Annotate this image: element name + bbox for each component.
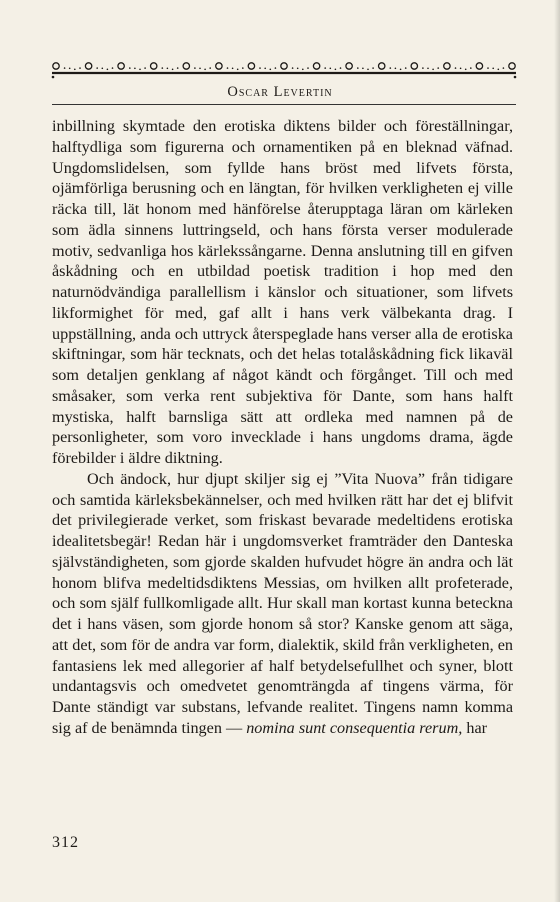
page-number: 312 (52, 834, 79, 851)
ornament-dot (259, 67, 261, 69)
running-header: Oscar Levertin (227, 84, 333, 100)
ornament-dot (237, 69, 239, 71)
ornament-dot (503, 67, 505, 69)
ornament-dot (372, 67, 374, 69)
body-text (52, 116, 513, 739)
paragraph-1: inbillning skymtade den erotiska diktens bilder och föreställningar, halftydliga som figurerna och ornamentiken på en bleknad väfnad. Ungdomslidelsen, som fyllde hans bröst med lifvets första, ojämförliga berusning och en längtan, för hvilken verkligheten ej ville räcka till, lät honom med hänförelse återupptaga läran om kärleken som ädla sinnens luttringseld, och hans första verser modulerade motiv, sedvanliga hos kärlekssångarne. Denna anslutning till en gifven åskådning och en utbildad poetisk tradition i hop med den naturnödvändiga parallellism i känslor och situationer, som lifvets likformighet för med, gaf allt i hans verk välbekanta drag. I uppställning, anda och uttryck återspeglade hans verser alla de erotiska skiftningar, som här tecknats, och det helas totalåskådning fick likaväl som detaljen genklang af något kändt och förgånget. Till och med småsaker, som verka rent subjektiva för Dante, som hans halft mystiska, halft barnsliga sätt att ordleka med namnen på de personligheter, som voro invecklade i hans ungdoms drama, ägde förebilder i äldre diktning. (52, 117, 513, 467)
ornament-dot (102, 68, 104, 70)
ornament-dot (107, 69, 109, 71)
ornament-dot (400, 69, 402, 71)
ornament-dot (139, 69, 141, 71)
ornament-dot (492, 68, 494, 70)
ornament-ring (248, 63, 254, 69)
ornament-dot (167, 68, 169, 70)
ornament-ring (118, 63, 124, 69)
ornament-dot (460, 68, 462, 70)
ornament-dot (232, 68, 234, 70)
ornament-dot (69, 68, 71, 70)
ornament-dot (297, 68, 299, 70)
ornament-dot (292, 67, 294, 69)
ornament-dot (465, 69, 467, 71)
paragraph-2-tail: har (462, 718, 488, 737)
paragraph-2 (52, 469, 513, 739)
ornament-ring (53, 63, 59, 69)
ornament-dot (275, 67, 277, 69)
ornament-dot (172, 69, 174, 71)
ornament-dot (270, 69, 272, 71)
header-ornament (50, 58, 518, 80)
ornament-ring (183, 63, 189, 69)
ornament-ring (444, 63, 450, 69)
ornament-dot (405, 67, 407, 69)
ornament-dot (96, 67, 98, 69)
ornament-dot (335, 69, 337, 71)
ornament-ring (313, 63, 319, 69)
header-divider (52, 104, 516, 105)
ornament-dot (204, 69, 206, 71)
ornament-dot (427, 68, 429, 70)
ornament-dot (199, 68, 201, 70)
paragraph-2-text: Och ändock, hur djupt skiljer sig ej ”Vita Nuova” från tidigare och samtida kärleksbekännelser, och med hvilken rätt har det ej blifvit det privilegierade verket, som friskast bevarade medeltidens erotiska idealitetsbegär! Redan här i ungdomsverket framträder den Danteska självständigheten, som gjorde skalden hufvudet högre än andra och lät honom blifva medeltidsdiktens Messias, om hvilken allt profeterade, och som själf fullkomligade allt. Hur skall man kortast kunna beteckna det i hans väsen, som gjorde honom så stor? Kanske genom att säga, att det, som för de andra var form, dialektik, skild från verkligheten, en fantasiens lek med allegorier af half betydelsefullhet och syner, blott undantagsvis och omedvetet genomträngda af tingens värma, för Dante ständigt var substans, lefvande realitet. Tingens namn komma sig af de benämnda tingen — (52, 469, 513, 737)
ornament-ring (411, 63, 417, 69)
ornament-dot (64, 67, 66, 69)
ornament-ring (151, 63, 157, 69)
ornament-dot (357, 67, 359, 69)
ornament-dot (498, 69, 500, 71)
ornament-ring (509, 63, 515, 69)
ornament-dot (367, 69, 369, 71)
ornament-dot (177, 67, 179, 69)
ornament-dot (390, 67, 392, 69)
ornament-dot (324, 67, 326, 69)
ornament-dot (307, 67, 309, 69)
latin-phrase: nomina sunt consequentia rerum, (246, 718, 463, 737)
ornament-dot (330, 68, 332, 70)
ornament-dot (162, 67, 164, 69)
ornament-dot (79, 67, 81, 69)
ornament-dot (112, 67, 114, 69)
ornament-dot (395, 68, 397, 70)
ornament-ring (346, 63, 352, 69)
ornament-ring (379, 63, 385, 69)
ornament-dot (432, 69, 434, 71)
ornament-dot (362, 68, 364, 70)
ornament-dot (242, 67, 244, 69)
ornament-dot (209, 67, 211, 69)
ornament-dot (437, 67, 439, 69)
ornament-dot (129, 67, 131, 69)
ornament-ring (85, 63, 91, 69)
ornament-dot (227, 67, 229, 69)
ornament-dot (422, 67, 424, 69)
ornament-ring (216, 63, 222, 69)
ornament-ring (476, 63, 482, 69)
ornament-dot (487, 67, 489, 69)
ornament-ring (281, 63, 287, 69)
ornament-dot (340, 67, 342, 69)
ornament-dot (470, 67, 472, 69)
ornament-dot (194, 67, 196, 69)
ornament-dot (264, 68, 266, 70)
ornament-dot (302, 69, 304, 71)
ornament-dot (455, 67, 457, 69)
page-edge-shadow (554, 0, 560, 902)
ornament-dot (144, 67, 146, 69)
ornament-dot (74, 69, 76, 71)
ornament-dot (134, 68, 136, 70)
